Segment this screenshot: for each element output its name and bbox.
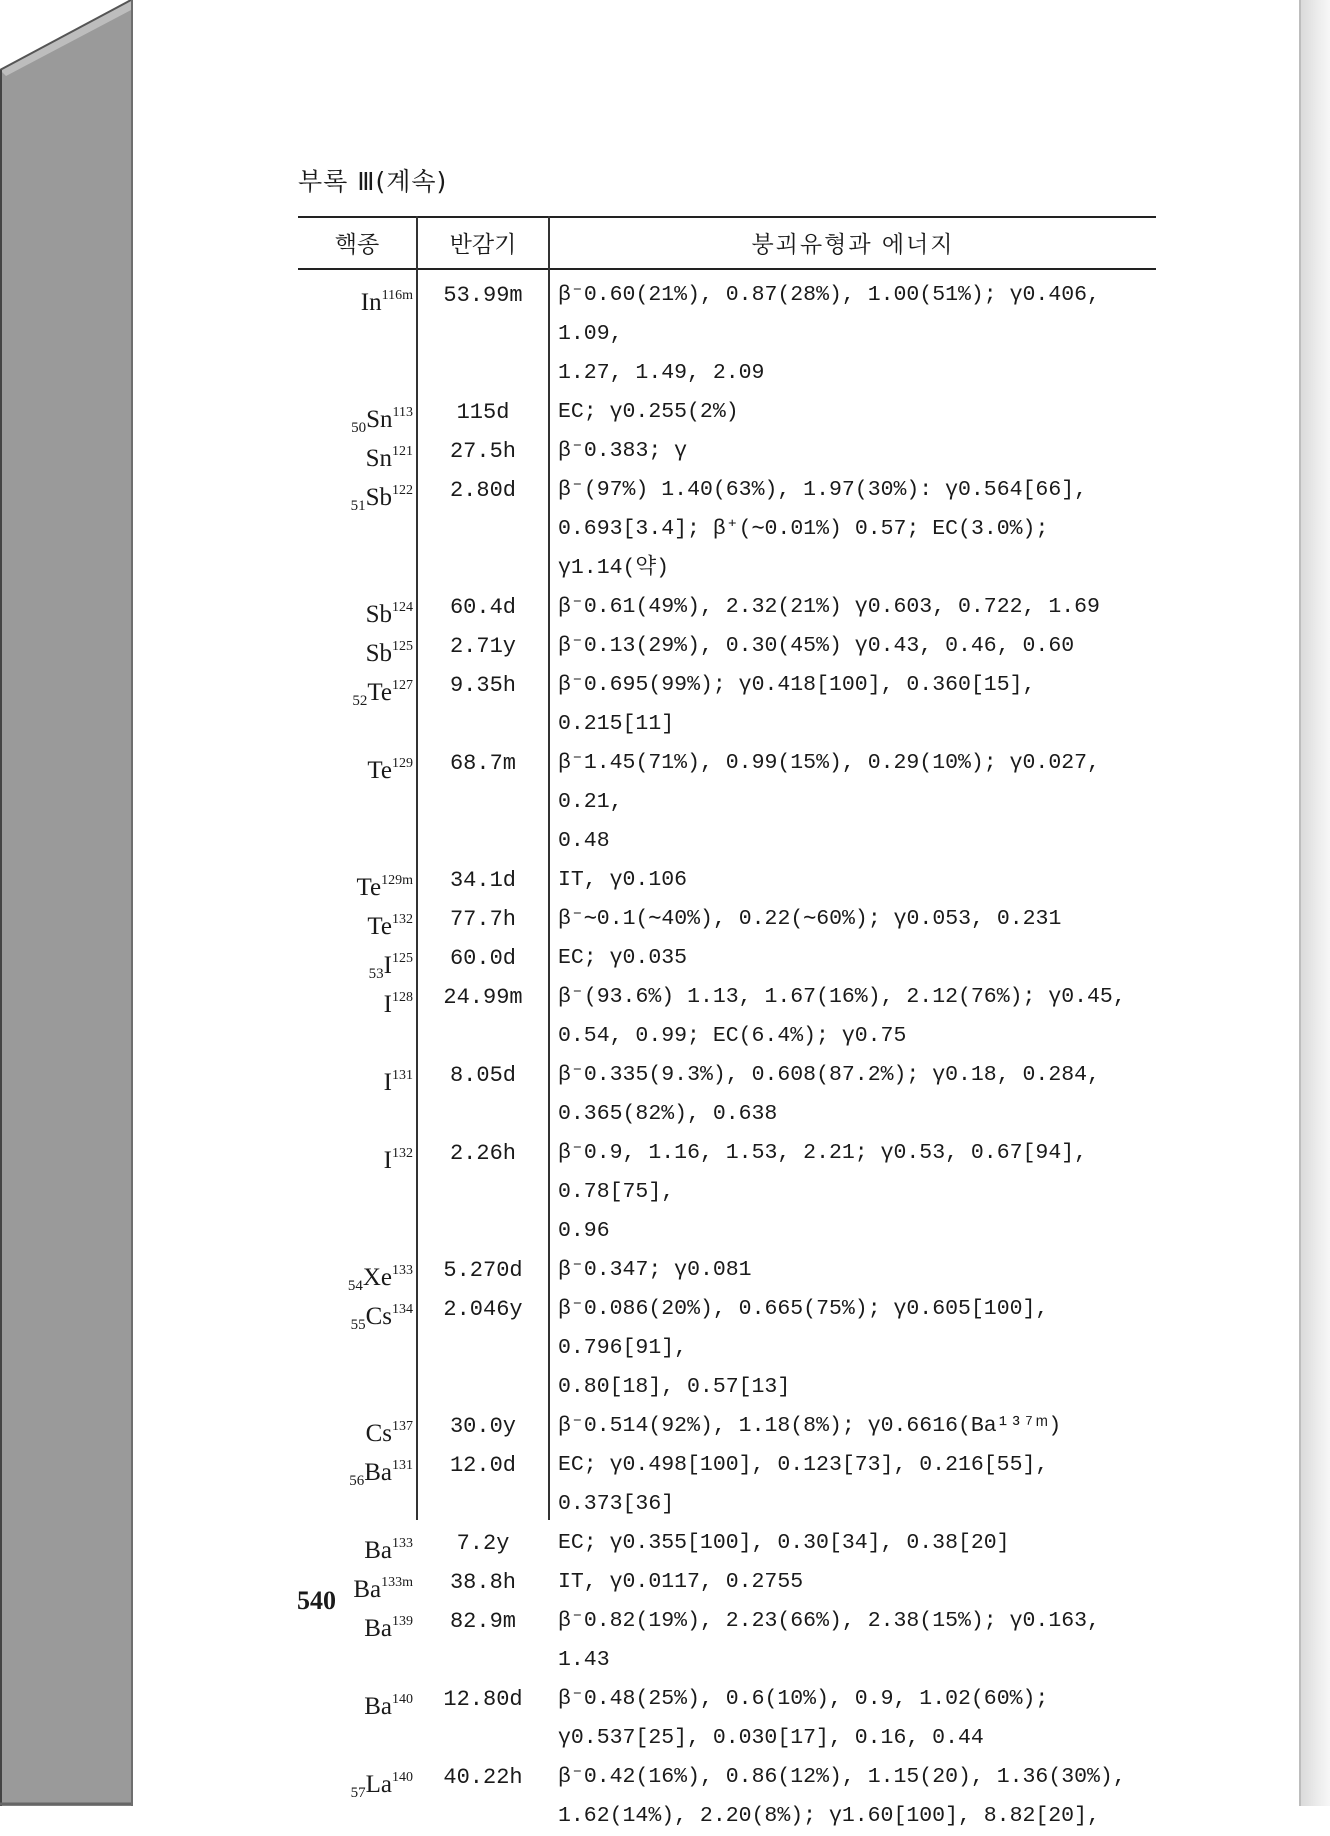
mass-number: 129	[392, 756, 413, 771]
mass-number: 125	[392, 951, 413, 966]
nuclide-cell	[298, 1056, 413, 1111]
decay-energy-line: IT, γ0.106	[558, 868, 688, 892]
decay-energy-line: β⁻0.335(9.3%), 0.608(87.2%); γ0.18, 0.284,	[558, 1063, 1100, 1087]
decay-energy-cell	[558, 1758, 1156, 1836]
decay-energy-cell	[558, 276, 1156, 393]
half-life-cell: 68.7m	[449, 751, 516, 776]
half-life-cell: 82.9m	[449, 1609, 516, 1634]
half-life-cell: 5.270d	[443, 1258, 523, 1283]
half-life-cell: 2.046y	[443, 1297, 523, 1322]
decay-energy-line: β⁻(93.6%) 1.13, 1.67(16%), 2.12(76%); γ0.45,	[558, 985, 1126, 1009]
decay-energy-line: IT, γ0.0117, 0.2755	[558, 1570, 804, 1594]
half-life-cell: 30.0y	[449, 1414, 516, 1439]
half-life-cell: 53.99m	[443, 283, 523, 308]
table-row	[298, 1563, 1156, 1602]
decay-energy-line: β⁻0.48(25%), 0.6(10%), 0.9, 1.02(60%);	[558, 1687, 1049, 1711]
mass-number: 131	[392, 1458, 413, 1473]
nuclide-cell	[298, 1134, 413, 1189]
mass-number: 124	[392, 600, 413, 615]
decay-energy-cell	[558, 978, 1156, 1056]
mass-number: 140	[392, 1692, 413, 1707]
table-row	[298, 666, 1156, 744]
mass-number: 116m	[381, 288, 413, 303]
atomic-number: 57	[350, 1785, 366, 1801]
element-symbol: Ba	[364, 1459, 392, 1486]
element-symbol: Sb	[365, 484, 392, 511]
page-number: 540	[297, 1586, 336, 1615]
decay-energy-cell	[558, 1680, 1156, 1758]
mass-number: 128	[392, 990, 413, 1005]
half-life-cell: 2.71y	[449, 634, 516, 659]
decay-energy-line: β⁻0.514(92%), 1.18(8%); γ0.6616(Ba¹³⁷ᵐ)	[558, 1414, 1062, 1438]
half-life-cell: 38.8h	[449, 1570, 516, 1595]
table-row	[298, 1758, 1156, 1836]
half-life-cell: 34.1d	[449, 868, 516, 893]
half-life-cell: 77.7h	[449, 907, 516, 932]
decay-energy-cell	[558, 1563, 1156, 1602]
mass-number: 121	[392, 444, 413, 459]
element-symbol: Sn	[366, 406, 393, 433]
table-row	[298, 861, 1156, 900]
element-symbol: Te	[367, 913, 392, 940]
table-row	[298, 276, 1156, 393]
element-symbol: Ba	[364, 1537, 392, 1564]
decay-energy-line: β⁻(97%) 1.40(63%), 1.97(30%): γ0.564[66],	[558, 478, 1088, 502]
decay-energy-line: β⁻1.45(71%), 0.99(15%), 0.29(10%); γ0.027, 0.21,	[558, 751, 1113, 814]
decay-energy-line: 0.54, 0.99; EC(6.4%); γ0.75	[558, 1024, 907, 1048]
half-life-cell: 60.0d	[449, 946, 516, 971]
decay-energy-line: β⁻0.13(29%), 0.30(45%) γ0.43, 0.46, 0.60	[558, 634, 1075, 658]
decay-energy-cell	[558, 1056, 1156, 1134]
decay-energy-cell	[558, 627, 1156, 666]
element-symbol: Te	[356, 874, 382, 901]
element-symbol: In	[360, 289, 382, 316]
decay-energy-cell	[558, 744, 1156, 861]
half-life-cell: 12.0d	[449, 1453, 516, 1478]
element-symbol: Sn	[365, 445, 392, 472]
half-life-cell: 12.80d	[443, 1687, 523, 1712]
decay-energy-line: β⁻0.60(21%), 0.87(28%), 1.00(51%); γ0.406, 1.09,	[558, 283, 1113, 346]
element-symbol: Ba	[364, 1693, 392, 1720]
table-row	[298, 978, 1156, 1056]
table-row	[298, 471, 1156, 588]
decay-energy-cell	[558, 588, 1156, 627]
decay-energy-line: β⁻0.086(20%), 0.665(75%); γ0.605[100], 0.796[91],	[558, 1297, 1062, 1360]
mass-number: 137	[392, 1419, 413, 1434]
table-row	[298, 1602, 1156, 1680]
column-header-half-life: 반감기	[449, 232, 517, 258]
atomic-number: 51	[350, 498, 366, 514]
table-row	[298, 432, 1156, 471]
nuclide-cell	[298, 666, 413, 721]
mass-number: 122	[392, 483, 413, 498]
atomic-number: 53	[368, 966, 384, 982]
decay-energy-cell	[558, 432, 1156, 471]
element-symbol: Te	[367, 757, 392, 784]
element-symbol: La	[365, 1771, 392, 1798]
half-life-cell: 2.26h	[449, 1141, 516, 1166]
decay-energy-cell	[558, 1251, 1156, 1290]
half-life-cell: 7.2y	[456, 1531, 510, 1556]
decay-energy-cell	[558, 1290, 1156, 1407]
atomic-number: 56	[349, 1473, 365, 1489]
mass-number: 132	[392, 1146, 413, 1161]
decay-energy-cell	[558, 666, 1156, 744]
decay-energy-line: 1.62(14%), 2.20(8%); γ1.60[100], 8.82[20],	[558, 1804, 1100, 1828]
half-life-cell: 9.35h	[449, 673, 516, 698]
decay-energy-line: EC; γ0.498[100], 0.123[73], 0.216[55], 0.373[36]	[558, 1453, 1062, 1516]
element-symbol: Cs	[365, 1420, 392, 1447]
decay-energy-cell	[558, 1602, 1156, 1680]
mass-number: 133	[392, 1263, 413, 1278]
decay-energy-line: 0.693[3.4]; β⁺(∼0.01%) 0.57; EC(3.0%); γ1.14(약)	[558, 517, 1062, 580]
mass-number: 133m	[381, 1575, 413, 1590]
decay-energy-line: β⁻0.383; γ	[558, 439, 688, 463]
mass-number: 132	[392, 912, 413, 927]
table-row	[298, 1524, 1156, 1563]
decay-energy-line: β⁻∼0.1(∼40%), 0.22(∼60%); γ0.053, 0.231	[558, 907, 1062, 931]
element-symbol: Sb	[365, 601, 392, 628]
decay-energy-line: EC; γ0.355[100], 0.30[34], 0.38[20]	[558, 1531, 1010, 1555]
element-symbol: I	[383, 952, 392, 979]
half-life-cell: 24.99m	[443, 985, 523, 1010]
table-row	[298, 1134, 1156, 1251]
table-header-rule	[298, 268, 1156, 270]
nuclide-cell	[298, 1446, 413, 1501]
element-symbol: I	[383, 1147, 392, 1174]
column-header-decay-energy: 붕괴유형과 에너지	[751, 232, 955, 258]
mass-number: 134	[392, 1302, 413, 1317]
element-symbol: Ba	[364, 1615, 392, 1642]
half-life-cell: 60.4d	[449, 595, 516, 620]
decay-energy-line: β⁻0.695(99%); γ0.418[100], 0.360[15], 0.215[11]	[558, 673, 1049, 736]
decay-energy-line: β⁻0.42(16%), 0.86(12%), 1.15(20), 1.36(30%),	[558, 1765, 1126, 1789]
nuclide-cell	[298, 978, 413, 1033]
decay-energy-cell	[558, 1446, 1156, 1524]
atomic-number: 52	[352, 693, 368, 709]
table-row	[298, 1407, 1156, 1446]
decay-energy-line: EC; γ0.035	[558, 946, 688, 970]
mass-number: 139	[392, 1614, 413, 1629]
table-row	[298, 393, 1156, 436]
element-symbol: Cs	[365, 1303, 392, 1330]
nuclide-cell	[298, 1290, 413, 1345]
element-symbol: Xe	[362, 1264, 392, 1291]
half-life-cell: 27.5h	[449, 439, 516, 464]
half-life-cell: 115d	[456, 400, 510, 425]
table-row	[298, 1290, 1156, 1407]
mass-number: 140	[392, 1770, 413, 1785]
mass-number: 125	[392, 639, 413, 654]
page-edge-shadow	[1299, 0, 1330, 1806]
element-symbol: Sb	[365, 640, 392, 667]
decay-energy-line: EC; γ0.255(2%)	[558, 400, 739, 424]
half-life-cell: 40.22h	[443, 1765, 523, 1790]
decay-energy-line: β⁻0.61(49%), 2.32(21%) γ0.603, 0.722, 1.69	[558, 595, 1100, 619]
decay-energy-cell	[558, 471, 1156, 588]
decay-energy-cell	[558, 939, 1156, 978]
nuclide-cell	[298, 1758, 413, 1813]
table-row	[298, 744, 1156, 861]
table-row	[298, 1446, 1156, 1524]
table-row	[298, 1251, 1156, 1294]
decay-energy-line: β⁻0.347; γ0.081	[558, 1258, 752, 1282]
half-life-cell: 2.80d	[449, 478, 516, 503]
mass-number: 133	[392, 1536, 413, 1551]
mass-number: 131	[392, 1068, 413, 1083]
table-row	[298, 1680, 1156, 1758]
table-row	[298, 588, 1156, 627]
decay-energy-cell	[558, 1524, 1156, 1563]
decay-energy-cell	[558, 393, 1156, 432]
atomic-number: 50	[351, 420, 367, 436]
decay-energy-cell	[558, 1407, 1156, 1446]
mass-number: 129m	[381, 873, 413, 888]
atomic-number: 55	[350, 1317, 366, 1333]
decay-energy-cell	[558, 1134, 1156, 1251]
nuclide-cell	[298, 1680, 413, 1735]
atomic-number: 54	[347, 1278, 363, 1294]
element-symbol: Te	[367, 679, 392, 706]
table-row	[298, 1056, 1156, 1134]
decay-energy-line: 0.48	[558, 829, 610, 853]
nuclide-cell	[298, 744, 413, 799]
section-title: 부록 Ⅲ(계속)	[298, 167, 448, 196]
table-row	[298, 627, 1156, 666]
element-symbol: I	[383, 991, 392, 1018]
mass-number: 113	[392, 405, 413, 420]
table-body	[298, 276, 1156, 1836]
decay-energy-line: 0.365(82%), 0.638	[558, 1102, 778, 1126]
decay-energy-cell	[558, 861, 1156, 900]
decay-energy-line: γ0.537[25], 0.030[17], 0.16, 0.44	[558, 1726, 984, 1750]
table-row	[298, 900, 1156, 939]
decay-energy-line: 0.80[18], 0.57[13]	[558, 1375, 791, 1399]
decay-energy-line: 1.27, 1.49, 2.09	[558, 361, 765, 385]
nuclide-cell	[298, 471, 413, 526]
half-life-cell: 8.05d	[449, 1063, 516, 1088]
element-symbol: I	[383, 1069, 392, 1096]
nuclide-cell	[298, 276, 413, 331]
column-header-nuclide: 핵종	[334, 232, 380, 258]
element-symbol: Ba	[353, 1576, 382, 1603]
mass-number: 127	[392, 678, 413, 693]
decay-energy-line: β⁻0.9, 1.16, 1.53, 2.21; γ0.53, 0.67[94], 0.78[75],	[558, 1141, 1100, 1204]
table-top-rule	[298, 216, 1156, 218]
decay-energy-cell	[558, 900, 1156, 939]
decay-energy-line: 0.96	[558, 1219, 610, 1243]
decay-energy-line: β⁻0.82(19%), 2.23(66%), 2.38(15%); γ0.163, 1.43	[558, 1609, 1113, 1672]
table-row	[298, 939, 1156, 982]
